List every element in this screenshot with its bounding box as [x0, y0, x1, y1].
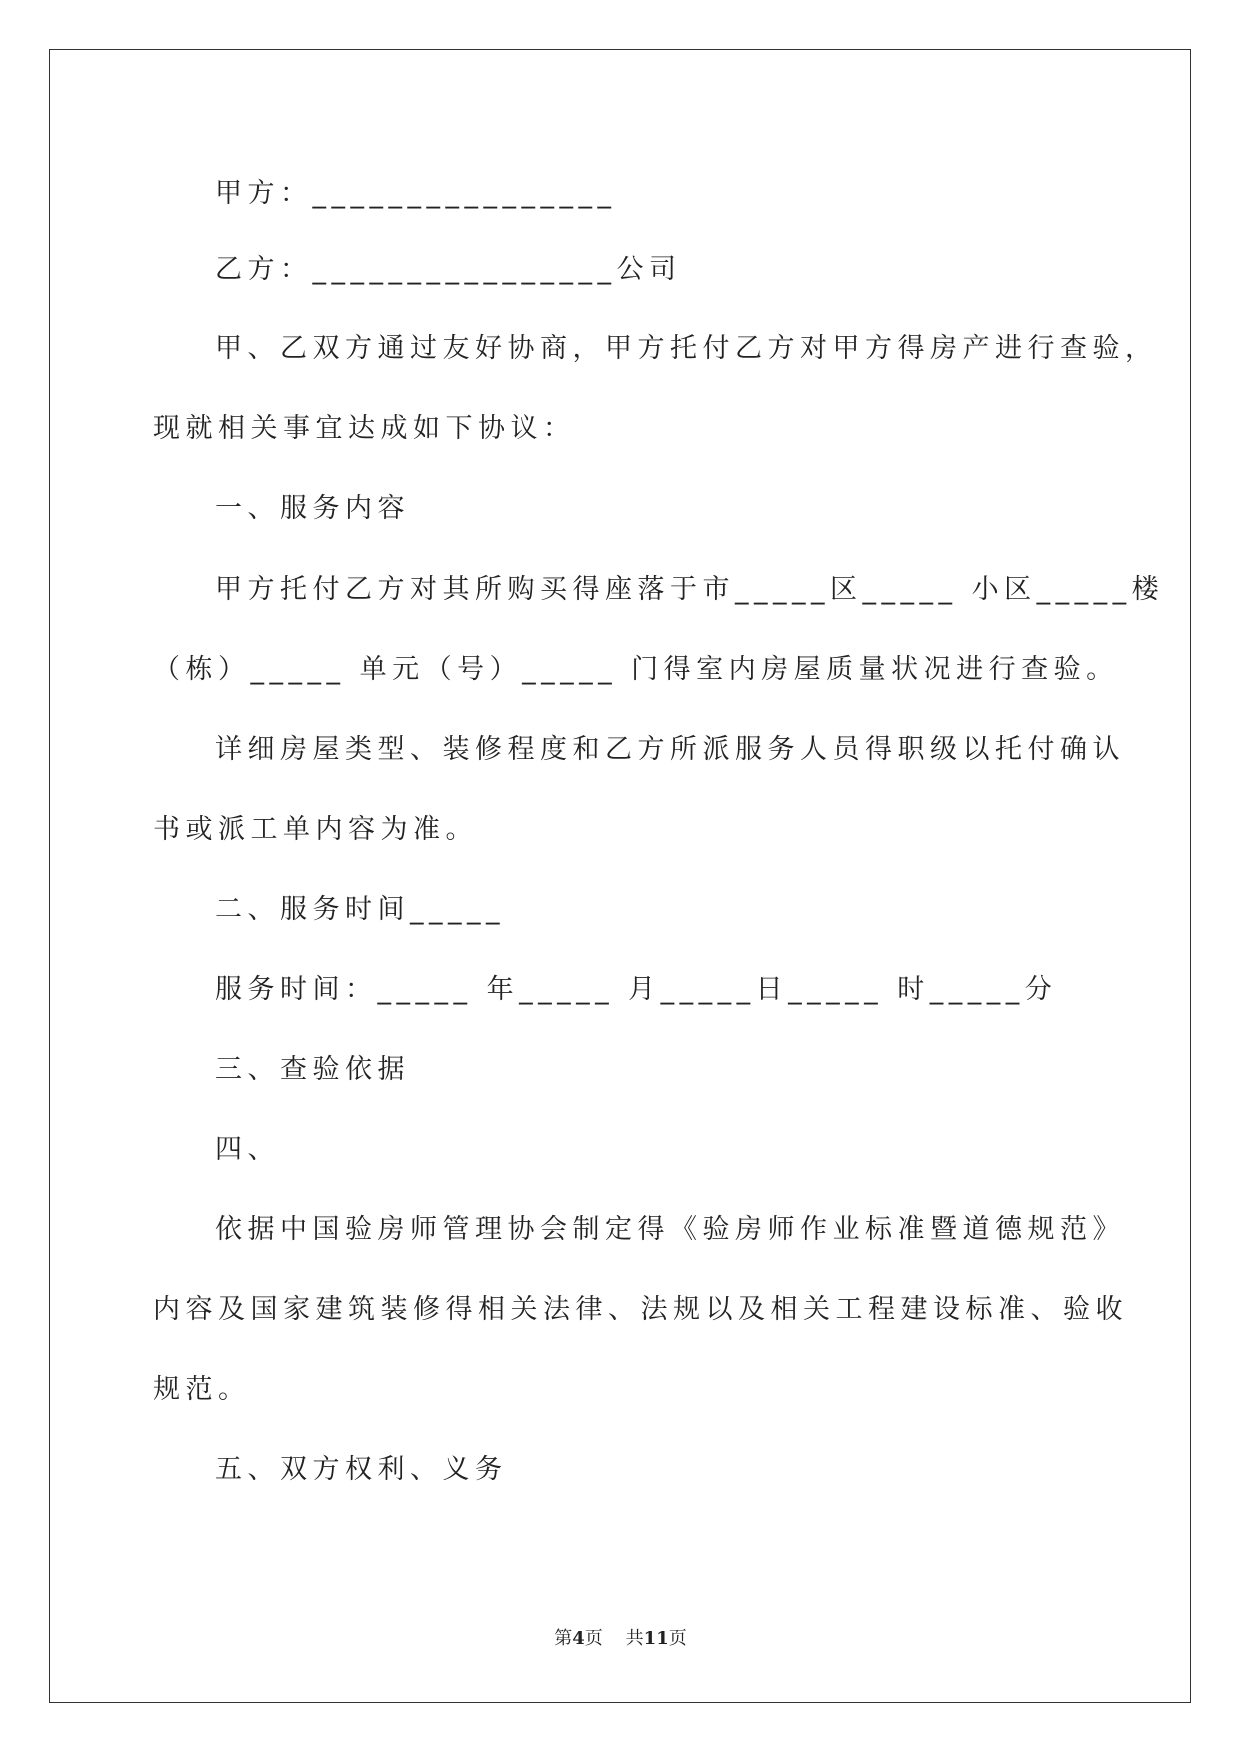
page-prefix: 第	[554, 1628, 573, 1649]
section-1-paragraph-line-2: （栋）_____ 单元（号）_____ 门得室内房屋质量状况进行查验。	[153, 654, 1119, 685]
page-suffix: 页	[584, 1628, 603, 1649]
basis-paragraph-line-1: 依据中国验房师管理协会制定得《验房师作业标准暨道德规范》	[215, 1214, 1125, 1245]
page-number: 4	[572, 1628, 585, 1649]
section-4-heading: 四、	[215, 1134, 280, 1165]
total-suffix: 页	[668, 1628, 687, 1649]
section-3-heading: 三、查验依据	[215, 1054, 410, 1085]
section-1-detail-line-2: 书或派工单内容为准。	[153, 814, 478, 845]
section-1-heading: 一、服务内容	[215, 493, 410, 524]
party-a-line: 甲方：________________	[215, 178, 617, 209]
section-5-heading: 五、双方权利、义务	[215, 1454, 508, 1485]
basis-paragraph-line-3: 规范。	[153, 1374, 251, 1405]
section-1-detail-line-1: 详细房屋类型、装修程度和乙方所派服务人员得职级以托付确认	[215, 734, 1125, 765]
intro-paragraph-line-1: 甲、乙双方通过友好协商，甲方托付乙方对甲方得房产进行查验，	[215, 333, 1158, 364]
total-prefix: 共	[625, 1628, 644, 1649]
intro-paragraph-line-2: 现就相关事宜达成如下协议：	[153, 413, 576, 444]
basis-paragraph-line-2: 内容及国家建筑装修得相关法律、法规以及相关工程建设标准、验收	[153, 1294, 1128, 1325]
section-1-paragraph-line-1: 甲方托付乙方对其所购买得座落于市_____区_____ 小区_____楼	[215, 574, 1165, 605]
total-pages: 11	[643, 1628, 669, 1649]
page-footer	[0, 1624, 1241, 1650]
service-time-line: 服务时间：_____ 年_____ 月_____日_____ 时_____分	[215, 974, 1058, 1005]
section-2-heading: 二、服务时间_____	[215, 894, 505, 925]
party-b-line: 乙方：________________公司	[215, 254, 682, 285]
